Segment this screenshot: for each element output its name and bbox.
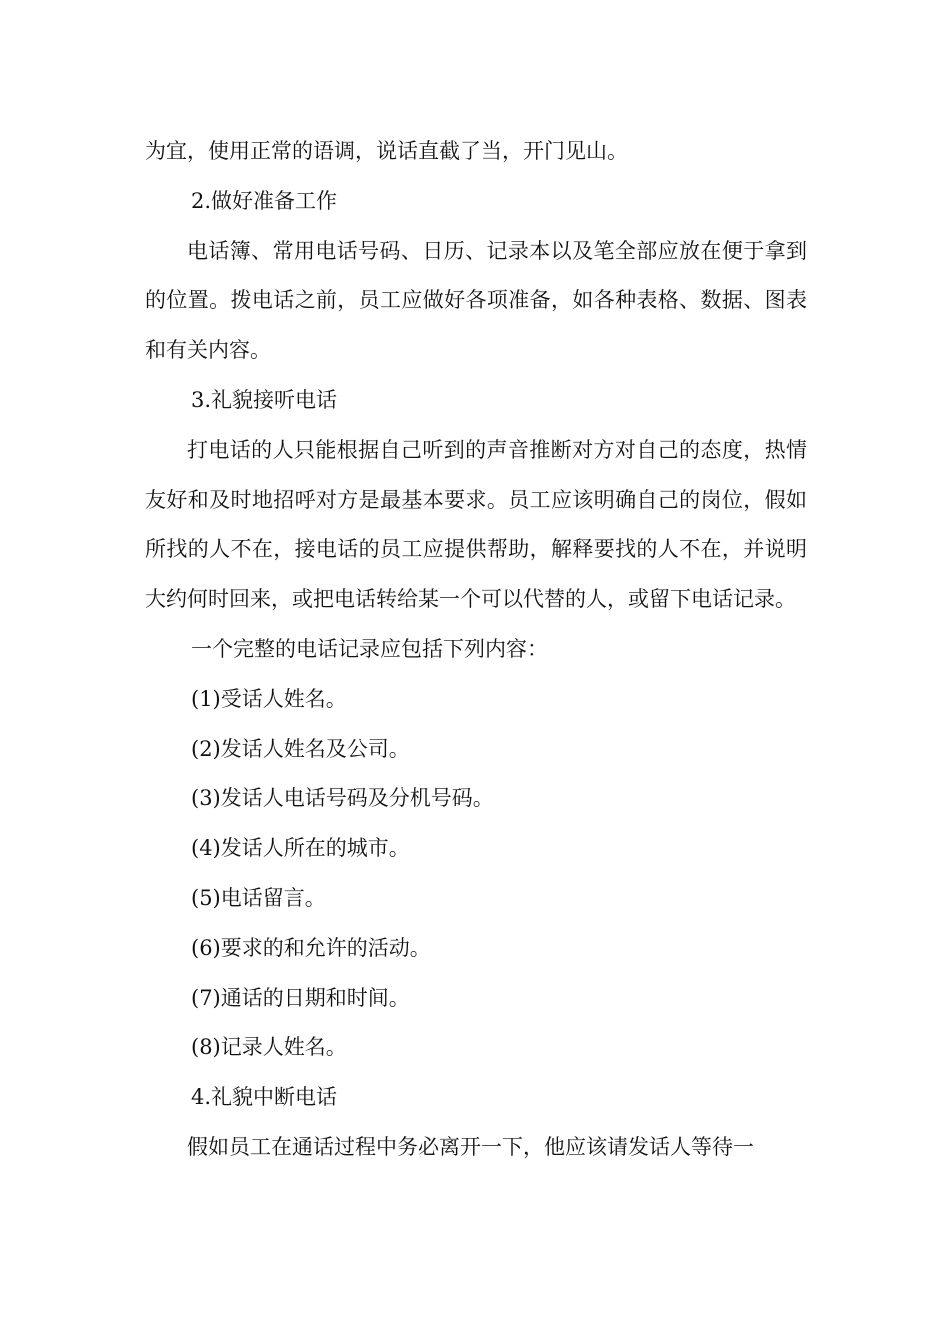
list-item: (6)要求的和允许的活动。 <box>191 935 431 960</box>
paragraph-interrupting: 假如员工在通话过程中务必离开一下，他应该请发话人等待一 <box>187 1134 754 1159</box>
list-item: (8)记录人姓名。 <box>191 1035 347 1060</box>
section-heading-preparation: 2.做好准备工作 <box>191 188 338 213</box>
paragraph-record-intro: 一个完整的电话记录应包括下列内容： <box>191 636 548 661</box>
section-heading-answering: 3.礼貌接听电话 <box>191 387 338 412</box>
list-item: (5)电话留言。 <box>191 885 326 910</box>
paragraph-answering: 打电话的人只能根据自己听到的声音推断对方对自己的态度，热情友好和及时地招呼对方是最基本要求。员工应该明确自己的岗位，假如所找的人不在，接电话的员工应提供帮助，解释要找的人不在，并说明大约何时回来，或把电话转给某一个可以代替的人，或留下电话记录。 <box>145 437 807 612</box>
section-heading-interrupting: 4.礼貌中断电话 <box>191 1085 338 1110</box>
list-item: (1)受话人姓名。 <box>191 686 347 711</box>
list-item: (2)发话人姓名及公司。 <box>191 736 410 761</box>
list-item: (7)通话的日期和时间。 <box>191 985 410 1010</box>
paragraph-continuation: 为宜，使用正常的语调，说话直截了当，开门见山。 <box>145 139 628 163</box>
list-item: (3)发话人电话号码及分机号码。 <box>191 786 494 811</box>
list-item: (4)发话人所在的城市。 <box>191 836 410 861</box>
paragraph-preparation: 电话簿、常用电话号码、日历、记录本以及笔全部应放在便于拿到的位置。拨电话之前，员工应做好各项准备，如各种表格、数据、图表和有关内容。 <box>145 238 807 363</box>
document-body <box>145 127 807 1173</box>
